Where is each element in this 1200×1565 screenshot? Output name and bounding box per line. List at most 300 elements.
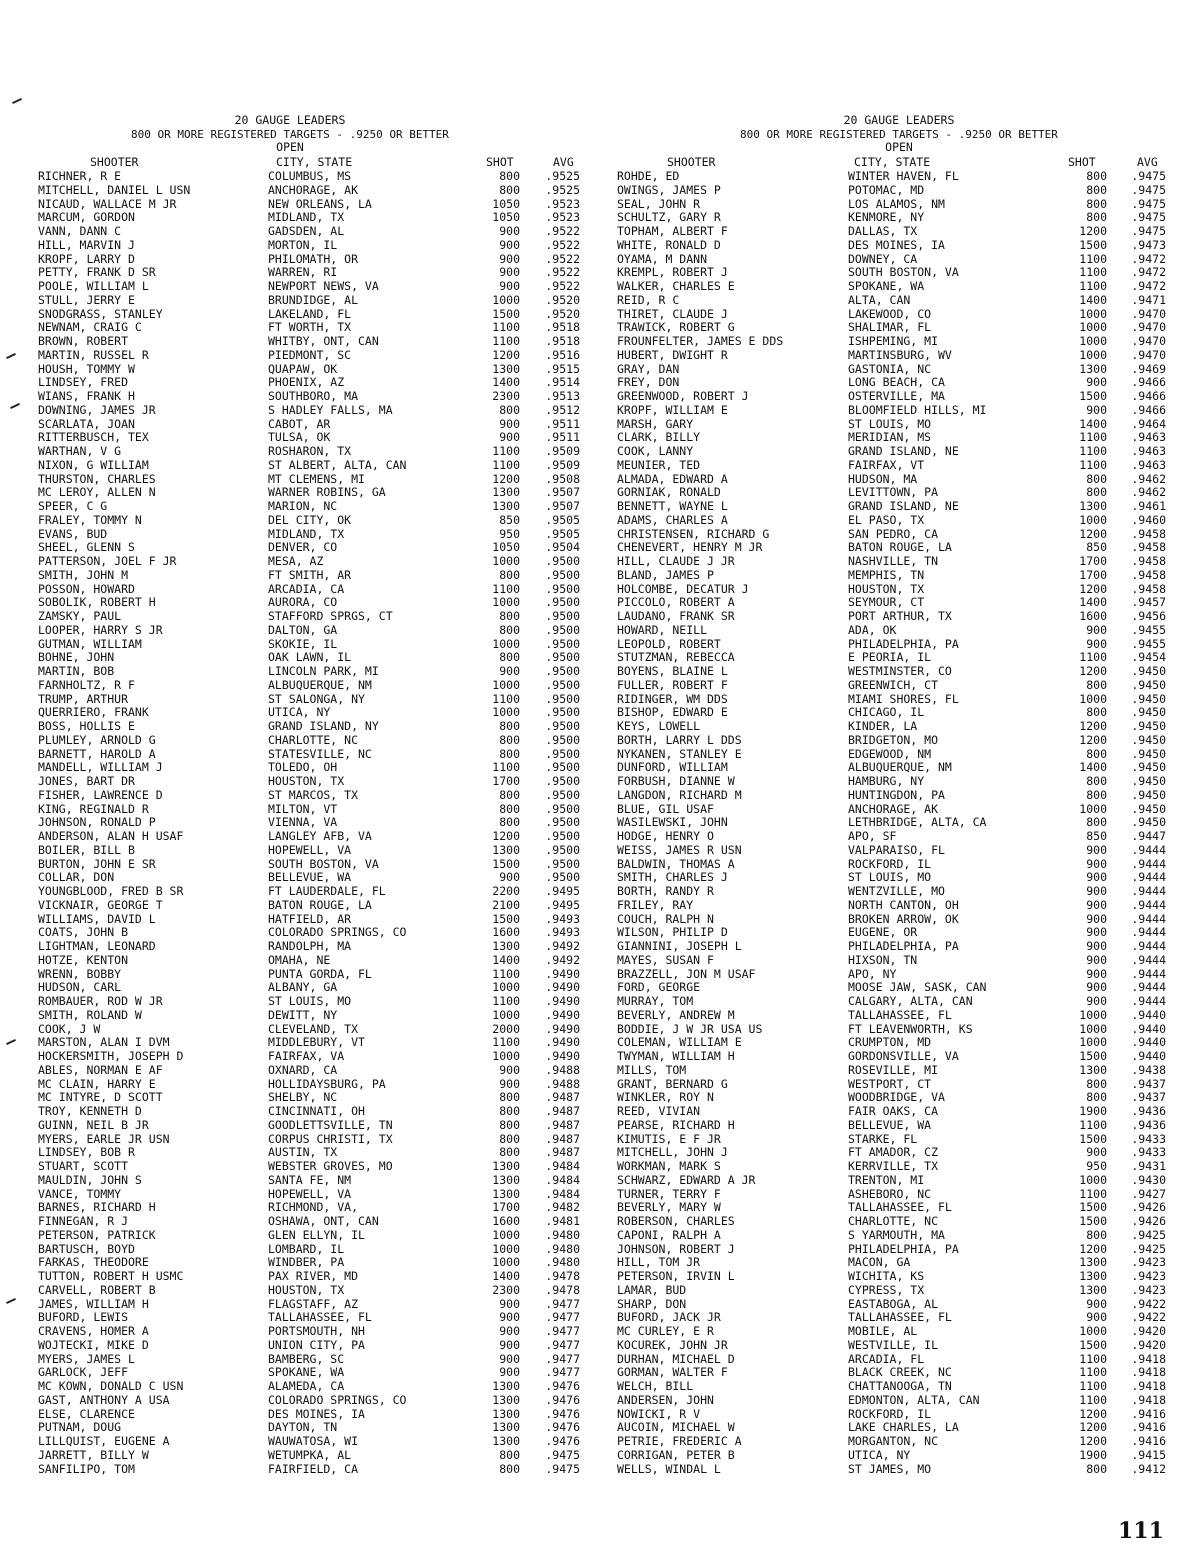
shooter-name: COLLAR, DON bbox=[38, 870, 115, 885]
table-row bbox=[0, 486, 600, 500]
average: .9477 bbox=[545, 1296, 580, 1311]
city-state: CINCINNATI, OH bbox=[268, 1104, 365, 1118]
city-state: SAN PEDRO, CA bbox=[848, 526, 939, 541]
average: .9522 bbox=[545, 237, 580, 252]
shooter-name: JOHNSON, RONALD P bbox=[38, 815, 156, 830]
average: .9477 bbox=[545, 1351, 580, 1366]
table-row bbox=[0, 184, 600, 198]
average: .9455 bbox=[1131, 622, 1166, 637]
shot-count: 1300 bbox=[492, 485, 520, 500]
table-row bbox=[600, 913, 1200, 927]
shot-count: 900 bbox=[499, 1296, 520, 1311]
average: .9457 bbox=[1131, 595, 1166, 610]
shot-count: 800 bbox=[499, 650, 520, 665]
shooter-name: WORKMAN, MARK S bbox=[617, 1159, 721, 1173]
city-state: ST LOUIS, MO bbox=[848, 870, 932, 885]
table-row bbox=[0, 775, 600, 789]
city-state: WEBSTER GROVES, MO bbox=[268, 1159, 393, 1173]
table-row bbox=[600, 789, 1200, 803]
average: .9416 bbox=[1131, 1434, 1166, 1448]
city-state: GASTONIA, NC bbox=[848, 361, 932, 376]
table-row bbox=[0, 1133, 600, 1147]
average: .9470 bbox=[1131, 306, 1166, 321]
shot-count: 1300 bbox=[492, 1379, 520, 1393]
average: .9525 bbox=[545, 169, 580, 183]
shooter-name: SCHWARZ, EDWARD A JR bbox=[617, 1172, 756, 1187]
city-state: GRAND ISLAND, NE bbox=[848, 499, 959, 513]
shot-count: 2000 bbox=[492, 1021, 520, 1036]
table-row bbox=[600, 1339, 1200, 1353]
shooter-name: WASILEWSKI, JOHN bbox=[617, 815, 728, 830]
table-row bbox=[600, 1036, 1200, 1050]
shooter-name: CARVELL, ROBERT B bbox=[38, 1282, 156, 1297]
table-row bbox=[0, 693, 600, 707]
shot-count: 900 bbox=[1086, 870, 1107, 885]
table-row bbox=[600, 844, 1200, 858]
shot-count: 1000 bbox=[492, 1049, 520, 1063]
average: .9472 bbox=[1131, 251, 1166, 266]
table-row bbox=[600, 1298, 1200, 1312]
shooter-name: SHARP, DON bbox=[617, 1296, 687, 1311]
city-state: LEVITTOWN, PA bbox=[848, 485, 939, 500]
shooter-name: ABLES, NORMAN E AF bbox=[38, 1062, 163, 1077]
average: .9416 bbox=[1131, 1420, 1166, 1435]
average: .9444 bbox=[1131, 884, 1166, 898]
shot-count: 1500 bbox=[1079, 1337, 1107, 1352]
table-row bbox=[0, 170, 600, 184]
city-state: PIEDMONT, SC bbox=[268, 347, 352, 362]
average: .9450 bbox=[1131, 677, 1166, 692]
table-row bbox=[600, 1174, 1200, 1188]
average: .9490 bbox=[545, 980, 580, 995]
shot-count: 800 bbox=[1086, 210, 1107, 225]
table-row bbox=[0, 981, 600, 995]
city-state: ADA, OK bbox=[848, 622, 897, 637]
table-row bbox=[0, 1325, 600, 1339]
table-row bbox=[0, 514, 600, 528]
shot-count: 1000 bbox=[492, 1227, 520, 1242]
shooter-name: ROBERSON, CHARLES bbox=[617, 1214, 735, 1228]
table-row bbox=[600, 266, 1200, 280]
shot-count: 1000 bbox=[1079, 1035, 1107, 1050]
table-row bbox=[600, 1160, 1200, 1174]
city-state: ST LOUIS, MO bbox=[268, 994, 352, 1008]
shooter-name: KROPF, LARRY D bbox=[38, 251, 135, 266]
shot-count: 800 bbox=[499, 746, 520, 761]
shooter-name: ZAMSKY, PAUL bbox=[38, 609, 122, 623]
table-row bbox=[600, 294, 1200, 308]
shooter-name: LANGDON, RICHARD M bbox=[617, 787, 742, 802]
table-row bbox=[600, 981, 1200, 995]
average: .9444 bbox=[1131, 952, 1166, 967]
average: .9500 bbox=[545, 787, 580, 802]
table-row bbox=[600, 1284, 1200, 1298]
average: .9490 bbox=[545, 1035, 580, 1050]
city-state: FT WORTH, TX bbox=[268, 320, 352, 335]
shooter-name: BENNETT, WAYNE L bbox=[617, 499, 728, 513]
average: .9493 bbox=[545, 925, 580, 940]
shot-count: 1300 bbox=[1079, 1255, 1107, 1270]
table-row bbox=[0, 1463, 600, 1477]
city-state: DOWNEY, CA bbox=[848, 251, 918, 266]
city-state: BELLEVUE, WA bbox=[268, 870, 352, 885]
average: .9427 bbox=[1131, 1186, 1166, 1201]
table-row bbox=[600, 1270, 1200, 1284]
average: .9425 bbox=[1131, 1241, 1166, 1256]
average: .9418 bbox=[1131, 1351, 1166, 1366]
table-row bbox=[0, 665, 600, 679]
shooter-name: WINKLER, ROY N bbox=[617, 1090, 714, 1105]
shooter-name: WALKER, CHARLES E bbox=[617, 279, 735, 293]
table-row bbox=[0, 638, 600, 652]
page-number: 111 bbox=[1118, 1518, 1164, 1544]
average: .9438 bbox=[1131, 1062, 1166, 1077]
shot-count: 1300 bbox=[1079, 361, 1107, 376]
average: .9484 bbox=[545, 1186, 580, 1201]
average: .9480 bbox=[545, 1241, 580, 1256]
table-row bbox=[600, 1421, 1200, 1435]
table-row bbox=[600, 541, 1200, 555]
shot-count: 1300 bbox=[492, 499, 520, 513]
average: .9487 bbox=[545, 1117, 580, 1132]
column-header-city: CITY, STATE bbox=[276, 155, 353, 169]
shooter-name: HUDSON, CARL bbox=[38, 980, 122, 995]
shot-count: 800 bbox=[499, 1131, 520, 1146]
shooter-name: PUTNAM, DOUG bbox=[38, 1420, 122, 1435]
shot-count: 800 bbox=[1086, 787, 1107, 802]
shooter-name: WILSON, PHILIP D bbox=[617, 925, 728, 940]
shooter-name: CLARK, BILLY bbox=[617, 430, 701, 445]
city-state: MIAMI SHORES, FL bbox=[848, 691, 959, 706]
shooter-name: JARRETT, BILLY W bbox=[38, 1447, 149, 1462]
city-state: ROSEVILLE, MI bbox=[848, 1062, 939, 1077]
city-state: COLORADO SPRINGS, CO bbox=[268, 1392, 407, 1407]
shooter-name: DURHAN, MICHAEL D bbox=[617, 1351, 735, 1366]
average: .9492 bbox=[545, 952, 580, 967]
shot-count: 800 bbox=[1086, 182, 1107, 197]
average: .9476 bbox=[545, 1420, 580, 1435]
shooter-name: LILLQUIST, EUGENE A bbox=[38, 1434, 170, 1448]
table-row bbox=[0, 211, 600, 225]
average: .9478 bbox=[545, 1269, 580, 1283]
city-state: ALTA, CAN bbox=[848, 292, 911, 307]
average: .9475 bbox=[1131, 210, 1166, 225]
shooter-name: FINNEGAN, R J bbox=[38, 1214, 129, 1228]
city-state: CHICAGO, IL bbox=[848, 705, 925, 720]
average: .9477 bbox=[545, 1337, 580, 1352]
table-row bbox=[600, 528, 1200, 542]
shooter-name: BODDIE, J W JR USA US bbox=[617, 1021, 763, 1036]
shooter-name: MARCUM, GORDON bbox=[38, 210, 135, 225]
average: .9500 bbox=[545, 622, 580, 637]
shooter-name: RITTERBUSCH, TEX bbox=[38, 430, 149, 445]
city-state: ST JAMES, MO bbox=[848, 1461, 932, 1476]
shooter-name: THIRET, CLAUDE J bbox=[617, 306, 728, 321]
city-state: HAMBURG, NY bbox=[848, 774, 925, 788]
shot-count: 900 bbox=[499, 1062, 520, 1077]
shooter-name: FRALEY, TOMMY N bbox=[38, 512, 142, 527]
table-row bbox=[0, 706, 600, 720]
average: .9500 bbox=[545, 774, 580, 788]
table-row bbox=[0, 1229, 600, 1243]
average: .9430 bbox=[1131, 1172, 1166, 1187]
city-state: SPOKANE, WA bbox=[268, 1365, 345, 1380]
shot-count: 1300 bbox=[492, 1172, 520, 1187]
shooter-name: MYERS, EARLE JR USN bbox=[38, 1131, 170, 1146]
city-state: ROCKFORD, IL bbox=[848, 1406, 932, 1421]
city-state: PUNTA GORDA, FL bbox=[268, 966, 372, 981]
shooter-name: REED, VIVIAN bbox=[617, 1104, 701, 1118]
city-state: AUSTIN, TX bbox=[268, 1145, 338, 1160]
table-row bbox=[600, 1105, 1200, 1119]
shooter-name: HILL, TOM JR bbox=[617, 1255, 701, 1270]
average: .9488 bbox=[545, 1062, 580, 1077]
shooter-name: SCARLATA, JOAN bbox=[38, 416, 135, 431]
city-state: FT AMADOR, CZ bbox=[848, 1145, 939, 1160]
table-row bbox=[600, 816, 1200, 830]
average: .9505 bbox=[545, 512, 580, 527]
shot-count: 800 bbox=[499, 1090, 520, 1105]
average: .9450 bbox=[1131, 664, 1166, 678]
average: .9475 bbox=[1131, 182, 1166, 197]
city-state: WETUMPKA, AL bbox=[268, 1447, 352, 1462]
city-state: EDGEWOOD, NM bbox=[848, 746, 932, 761]
city-state: FAIRFAX, VT bbox=[848, 457, 925, 472]
table-row bbox=[0, 445, 600, 459]
shot-count: 800 bbox=[499, 169, 520, 183]
city-state: GRAND ISLAND, NE bbox=[848, 444, 959, 458]
table-row bbox=[600, 253, 1200, 267]
average: .9447 bbox=[1131, 829, 1166, 843]
shot-count: 900 bbox=[1086, 925, 1107, 940]
shot-count: 800 bbox=[499, 1461, 520, 1476]
table-row bbox=[0, 1243, 600, 1257]
average: .9476 bbox=[545, 1406, 580, 1421]
city-state: MIDLAND, TX bbox=[268, 526, 345, 541]
city-state: FLAGSTAFF, AZ bbox=[268, 1296, 359, 1311]
city-state: HATFIELD, AR bbox=[268, 911, 352, 926]
city-state: DEWITT, NY bbox=[268, 1007, 338, 1022]
table-row bbox=[600, 1408, 1200, 1422]
average: .9505 bbox=[545, 526, 580, 541]
average: .9476 bbox=[545, 1392, 580, 1407]
shooter-name: CHRISTENSEN, RICHARD G bbox=[617, 526, 770, 541]
table-row bbox=[0, 1201, 600, 1215]
table-row bbox=[600, 500, 1200, 514]
average: .9444 bbox=[1131, 870, 1166, 885]
average: .9444 bbox=[1131, 897, 1166, 912]
shooter-name: MC LEROY, ALLEN N bbox=[38, 485, 156, 500]
average: .9470 bbox=[1131, 347, 1166, 362]
average: .9509 bbox=[545, 444, 580, 458]
city-state: LOS ALAMOS, NM bbox=[848, 196, 945, 211]
city-state: EASTABOGA, AL bbox=[848, 1296, 939, 1311]
shooter-name: GORMAN, WALTER F bbox=[617, 1365, 728, 1380]
city-state: PHILADELPHIA, PA bbox=[848, 1241, 959, 1256]
shot-count: 900 bbox=[499, 224, 520, 238]
city-state: GOODLETTSVILLE, TN bbox=[268, 1117, 393, 1132]
average: .9420 bbox=[1131, 1337, 1166, 1352]
shot-count: 1200 bbox=[1079, 1434, 1107, 1448]
average: .9456 bbox=[1131, 609, 1166, 623]
average: .9454 bbox=[1131, 650, 1166, 665]
city-state: E PEORIA, IL bbox=[848, 650, 932, 665]
table-row bbox=[600, 885, 1200, 899]
shot-count: 900 bbox=[499, 1076, 520, 1091]
shot-count: 900 bbox=[499, 279, 520, 293]
shooter-name: CAPONI, RALPH A bbox=[617, 1227, 721, 1242]
city-state: TALLAHASSEE, FL bbox=[848, 1200, 952, 1215]
table-row bbox=[600, 968, 1200, 982]
table-row bbox=[0, 390, 600, 404]
city-state: TULSA, OK bbox=[268, 430, 331, 445]
average: .9490 bbox=[545, 966, 580, 981]
average: .9500 bbox=[545, 732, 580, 747]
shooter-name: BARTUSCH, BOYD bbox=[38, 1241, 135, 1256]
table-row bbox=[600, 1078, 1200, 1092]
average: .9458 bbox=[1131, 581, 1166, 596]
average: .9422 bbox=[1131, 1296, 1166, 1311]
average: .9500 bbox=[545, 691, 580, 706]
table-row bbox=[600, 1215, 1200, 1229]
table-row bbox=[600, 1449, 1200, 1463]
table-row bbox=[0, 610, 600, 624]
average: .9490 bbox=[545, 994, 580, 1008]
shot-count: 1400 bbox=[1079, 595, 1107, 610]
shot-count: 1700 bbox=[492, 1200, 520, 1215]
city-state: AURORA, CO bbox=[268, 595, 338, 610]
city-state: WESTMINSTER, CO bbox=[848, 664, 952, 678]
shot-count: 1100 bbox=[492, 581, 520, 596]
city-state: KENMORE, NY bbox=[848, 210, 925, 225]
shot-count: 850 bbox=[499, 512, 520, 527]
table-row bbox=[600, 1229, 1200, 1243]
table-row bbox=[0, 266, 600, 280]
city-state: WESTPORT, CT bbox=[848, 1076, 932, 1091]
shot-count: 1500 bbox=[1079, 1200, 1107, 1215]
average: .9464 bbox=[1131, 416, 1166, 431]
shot-count: 1100 bbox=[492, 760, 520, 775]
average: .9450 bbox=[1131, 732, 1166, 747]
table-row bbox=[0, 500, 600, 514]
shot-count: 900 bbox=[1086, 897, 1107, 912]
average: .9418 bbox=[1131, 1379, 1166, 1393]
shooter-name: TURNER, TERRY F bbox=[617, 1186, 721, 1201]
table-row bbox=[0, 459, 600, 473]
shot-count: 1200 bbox=[1079, 719, 1107, 733]
table-row bbox=[600, 321, 1200, 335]
shooter-name: HILL, MARVIN J bbox=[38, 237, 135, 252]
city-state: RICHMOND, VA, bbox=[268, 1200, 359, 1215]
city-state: KERRVILLE, TX bbox=[848, 1159, 939, 1173]
table-row bbox=[600, 1353, 1200, 1367]
table-row bbox=[600, 1201, 1200, 1215]
table-row bbox=[0, 1023, 600, 1037]
average: .9500 bbox=[545, 554, 580, 568]
shot-count: 900 bbox=[1086, 952, 1107, 967]
average: .9500 bbox=[545, 760, 580, 775]
shooter-name: MARSH, GARY bbox=[617, 416, 694, 431]
shot-count: 1100 bbox=[492, 966, 520, 981]
average: .9437 bbox=[1131, 1090, 1166, 1105]
shot-count: 1700 bbox=[1079, 554, 1107, 568]
average: .9490 bbox=[545, 1007, 580, 1022]
city-state: S YARMOUTH, MA bbox=[848, 1227, 945, 1242]
shot-count: 900 bbox=[499, 265, 520, 280]
table-row bbox=[600, 899, 1200, 913]
shot-count: 1050 bbox=[492, 540, 520, 555]
table-row bbox=[600, 349, 1200, 363]
table-row bbox=[600, 638, 1200, 652]
shooter-name: DUNFORD, WILLIAM bbox=[617, 760, 728, 775]
average: .9471 bbox=[1131, 292, 1166, 307]
average: .9487 bbox=[545, 1131, 580, 1146]
shooter-name: SNODGRASS, STANLEY bbox=[38, 306, 163, 321]
average: .9500 bbox=[545, 664, 580, 678]
table-row bbox=[600, 761, 1200, 775]
shot-count: 800 bbox=[1086, 1461, 1107, 1476]
shot-count: 2300 bbox=[492, 389, 520, 403]
shot-count: 1100 bbox=[1079, 1379, 1107, 1393]
shooter-name: PETERSON, IRVIN L bbox=[617, 1269, 735, 1283]
panel-subtitle: 800 OR MORE REGISTERED TARGETS - .9250 OR BETTER bbox=[131, 128, 449, 141]
shot-count: 1100 bbox=[1079, 650, 1107, 665]
table-row bbox=[0, 968, 600, 982]
city-state: PHILADELPHIA, PA bbox=[848, 939, 959, 953]
city-state: MARION, NC bbox=[268, 499, 338, 513]
table-row bbox=[600, 335, 1200, 349]
shot-count: 800 bbox=[1086, 774, 1107, 788]
table-row bbox=[600, 679, 1200, 693]
table-row bbox=[0, 363, 600, 377]
table-row bbox=[600, 363, 1200, 377]
city-state: BRUNDIDGE, AL bbox=[268, 292, 359, 307]
table-row bbox=[0, 473, 600, 487]
city-state: CYPRESS, TX bbox=[848, 1282, 925, 1297]
shooter-name: KREMPL, ROBERT J bbox=[617, 265, 728, 280]
city-state: MORGANTON, NC bbox=[848, 1434, 939, 1448]
table-row bbox=[600, 1023, 1200, 1037]
shot-count: 800 bbox=[499, 567, 520, 582]
shot-count: 1050 bbox=[492, 210, 520, 225]
average: .9500 bbox=[545, 870, 580, 885]
average: .9473 bbox=[1131, 237, 1166, 252]
shot-count: 900 bbox=[1086, 1310, 1107, 1325]
panel-subtitle: 800 OR MORE REGISTERED TARGETS - .9250 OR BETTER bbox=[740, 128, 1058, 141]
shooter-name: LIGHTMAN, LEONARD bbox=[38, 939, 156, 953]
table-row bbox=[600, 1146, 1200, 1160]
shot-count: 1300 bbox=[1079, 1062, 1107, 1077]
city-state: EL PASO, TX bbox=[848, 512, 925, 527]
average: .9495 bbox=[545, 884, 580, 898]
table-row bbox=[0, 555, 600, 569]
shooter-name: COLEMAN, WILLIAM E bbox=[617, 1035, 742, 1050]
city-state: DEL CITY, OK bbox=[268, 512, 352, 527]
shooter-name: REID, R C bbox=[617, 292, 680, 307]
table-row bbox=[600, 280, 1200, 294]
shot-count: 900 bbox=[499, 1337, 520, 1352]
table-row bbox=[0, 418, 600, 432]
city-state: BLOOMFIELD HILLS, MI bbox=[848, 402, 987, 417]
shot-count: 2100 bbox=[492, 897, 520, 912]
table-row bbox=[0, 830, 600, 844]
shot-count: 900 bbox=[499, 1351, 520, 1366]
shot-count: 1000 bbox=[1079, 320, 1107, 335]
shooter-name: BEVERLY, MARY W bbox=[617, 1200, 721, 1215]
table-row bbox=[0, 1366, 600, 1380]
table-row bbox=[0, 734, 600, 748]
table-row bbox=[0, 1353, 600, 1367]
